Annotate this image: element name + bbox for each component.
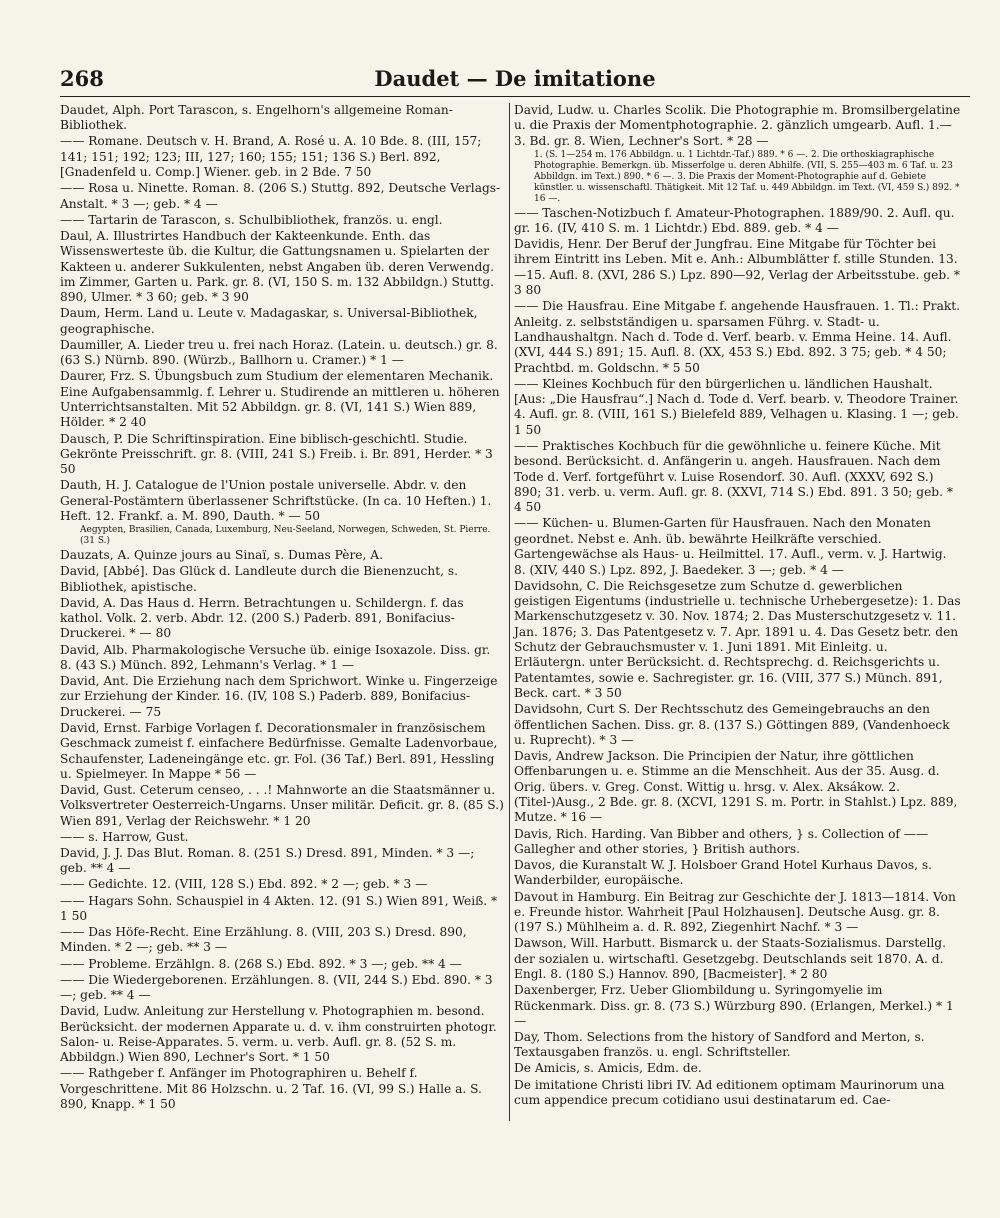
- entry: —— Küchen- u. Blumen-Garten für Hausfrauen. Nach den Monaten geordnet. Nebst e. Anh. üb. bewährte Heilkräfte verschied. Gartengewächse als Haus- u. Heilmittel. 17. Aufl., verm. v. J. Hartwig. 8. (XIV, 440 S.) Lpz. 892, J. Baedeker. 3 —; geb. * 4 —: [514, 516, 947, 577]
- entry: David, J. J. Das Blut. Roman. 8. (251 S.) Dresd. 891, Minden. * 3 —; geb. ** 4 —: [60, 845, 475, 876]
- entry: De imitatione Christi libri IV. Ad editionem optimam Maurinorum una cum appendice precum cotidiano usui destinatarum ed. Cae-: [514, 1077, 945, 1107]
- entry: —— Gedichte. 12. (VIII, 128 S.) Ebd. 892. * 2 —; geb. * 3 —: [60, 877, 428, 892]
- page-number: 268: [60, 66, 104, 91]
- entry: —— Kleines Kochbuch für den bürgerlichen u. ländlichen Haushalt. [Aus: „Die Hausfrau“.] Nach d. Tode d. Verf. bearb. v. Theodore Trainer. 4. Aufl. gr. 8. (VIII, 161 S.) Bielefeld 889, Velhagen u. Klasing. 1 —; geb. 1 50: [514, 376, 959, 437]
- entry: David, Ludw. u. Charles Scolik. Die Photographie m. Bromsilbergelatine u. die Praxis der Momentphotographie. 2. gänzlich umgearb. Aufl. 1.—3. Bd. gr. 8. Wien, Lechner's Sort. * 28 —: [514, 103, 961, 148]
- entry: David, Ludw. Anleitung zur Herstellung v. Photographien m. besond. Berücksicht. der modernen Apparate u. d. v. ihm construirten photogr. Salon- u. Reise-Apparates. 5. verm. u. verb. Aufl. gr. 8. (52 S. m. Abbildgn.) Wien 890, Lechner's Sort. * 1 50: [60, 1004, 497, 1065]
- entry: —— Hagars Sohn. Schauspiel in 4 Akten. 12. (91 S.) Wien 891, Weiß. * 1 50: [60, 893, 498, 923]
- column-divider: [509, 103, 510, 1121]
- entry: Dauzats, A. Quinze jours au Sinaï, s. Dumas Père, A.: [60, 548, 383, 563]
- left-column: [60, 103, 504, 1113]
- entry: Davout in Hamburg. Ein Beitrag zur Geschichte der J. 1813—1814. Von e. Freunde histor. Wahrheit [Paul Holzhausen]. Deutsche Ausg. gr. 8. (197 S.) Mühlheim a. d. R. 892, Ziegenhirt Nachf. * 3 —: [514, 889, 956, 935]
- entry-note: Aegypten, Brasilien, Canada, Luxemburg, Neu-Seeland, Norwegen, Schweden, St. Pierre. (31 S.): [80, 525, 491, 547]
- entry: Dawson, Will. Harbutt. Bismarck u. der Staats-Sozialismus. Darstellg. der sozialen u. wirtschaftl. Gesetzgebg. Deutschlands seit 1870. A. d. Engl. 8. (180 S.) Hannov. 890, [Bacmeister]. * 2 80: [514, 936, 946, 982]
- entry: —— Romane. Deutsch v. H. Brand, A. Rosé u. A. 10 Bde. 8. (III, 157; 141; 151; 192; 123; III, 127; 160; 155; 151; 136 S.) Berl. 892, [Gnadenfeld u. Comp.] Wiener. geb. in 2 Bde. 7 50: [60, 134, 482, 180]
- entry: Davidsohn, Curt S. Der Rechtsschutz des Gemeingebrauchs an den öffentlichen Sachen. Diss. gr. 8. (137 S.) Göttingen 889, (Vandenhoeck u. Ruprecht). * 3 —: [514, 702, 950, 747]
- entry: —— Die Hausfrau. Eine Mitgabe f. angehende Hausfrauen. 1. Tl.: Prakt. Anleitg. z. selbstständigen u. sparsamen Führg. v. Stadt- u. Landhaushaltgn. Nach d. Tode d. Verf. bearb. v. Emma Heine. 14. Aufl. (XVI, 444 S.) 891; 15. Aufl. 8. (XX, 453 S.) Ebd. 892. 3 75; geb. * 4 50; Prachtbd. m. Goldschn. * 5 50: [514, 299, 961, 375]
- entry: —— Rathgeber f. Anfänger im Photographiren u. Behelf f. Vorgeschrittene. Mit 86 Holzschn. u. 2 Taf. 16. (VI, 99 S.) Halle a. S. 890, Knapp. * 1 50: [60, 1066, 482, 1112]
- page-title: Daudet — De imitatione: [374, 66, 656, 91]
- entry-note: 1. (S. 1—254 m. 176 Abbildgn. u. 1 Lichtdr.-Taf.) 889. * 6 —. 2. Die orthoskiagraphische Photographie. Bemerkgn. üb. Misserfolge u. deren Abhilfe. (VII, S. 255—403 m. 6 Taf. u. 23 Abbildgn. im Text.) 890. * 6 —. 3. Die Praxis der Moment-Photographie auf d. Gebiete künstler. u. wissenschaftl. Thätigkeit. Mit 12 Taf. u. 449 Abbildgn. im Text. (VI, 459 S.) 892. * 16 —.: [534, 149, 960, 204]
- entry: —— s. Harrow, Gust.: [60, 829, 189, 844]
- entry: —— Das Höfe-Recht. Eine Erzählung. 8. (VIII, 203 S.) Dresd. 890, Minden. * 2 —; geb. ** 3 —: [60, 925, 467, 955]
- entry: —— Probleme. Erzählgn. 8. (268 S.) Ebd. 892. * 3 —; geb. ** 4 —: [60, 956, 462, 971]
- entry: De Amicis, s. Amicis, Edm. de.: [514, 1061, 702, 1076]
- entry: David, Ant. Die Erziehung nach dem Sprichwort. Winke u. Fingerzeige zur Erziehung der Kinder. 16. (IV, 108 S.) Paderb. 889, Bonifacius-Druckerei. — 75: [60, 673, 498, 719]
- entry: Daumiller, A. Lieder treu u. frei nach Horaz. (Latein. u. deutsch.) gr. 8. (63 S.) Nürnb. 890. (Würzb., Ballhorn u. Cramer.) * 1 —: [60, 337, 498, 368]
- entry: Dauth, H. J. Catalogue de l'Union postale universelle. Abdr. v. den General-Postämtern überlassener Schriftstücke. (In ca. 10 Heften.) 1. Heft. 12. Frankf. a. M. 890, Dauth. * — 50: [60, 478, 492, 524]
- entry: —— Die Wiedergeborenen. Erzählungen. 8. (VII, 244 S.) Ebd. 890. * 3 —; geb. ** 4 —: [60, 972, 493, 1003]
- entry: Davidis, Henr. Der Beruf der Jungfrau. Eine Mitgabe für Töchter bei ihrem Eintritt ins Leben. Mit e. Anh.: Albumblätter f. stille Stunden. 13.—15. Aufl. 8. (XVI, 286 S.) Lpz. 890—92, Verlag der Arbeitsstube. geb. * 3 80: [514, 237, 960, 298]
- entry: Daudet, Alph. Port Tarascon, s. Engelhorn's allgemeine Roman-Bibliothek.: [60, 103, 453, 133]
- entry: Davis, Rich. Harding. Van Bibber and others, } s. Collection of —— Gallegher and other stories, } British authors.: [514, 826, 929, 856]
- entry: David, Alb. Pharmakologische Versuche üb. einige Isoxazole. Diss. gr. 8. (43 S.) Münch. 892, Lehmann's Verlag. * 1 —: [60, 642, 491, 672]
- entry: —— Tartarin de Tarascon, s. Schulbibliothek, französ. u. engl.: [60, 212, 443, 227]
- entry: Daum, Herm. Land u. Leute v. Madagaskar, s. Universal-Bibliothek, geographische.: [60, 306, 478, 336]
- entry: Davidsohn, C. Die Reichsgesetze zum Schutze d. gewerblichen geistigen Eigentums (industrielle u. technische Urhebergesetze): 1. Das Markenschutzgesetz v. 30. Nov. 1874; 2. Das Musterschutzgesetz v. 11. Jan. 1876; 3. Das Patentgesetz v. 7. Apr. 1891 u. 4. Das Gesetz betr. den Schutz der Gebrauchsmuster v. 1. Juni 1891. Mit Einleitg. u. Erläutergn. unter Berücksicht. d. Rechtsprechg. d. Reichsgerichts u. Patentamtes, sowie e. Sachregister. gr. 16. (VIII, 377 S.) Münch. 891, Beck. cart. * 3 50: [514, 578, 961, 701]
- entry: David, [Abbé]. Das Glück d. Landleute durch die Bienenzucht, s. Bibliothek, apistische.: [60, 564, 458, 594]
- entry: Dausch, P. Die Schriftinspiration. Eine biblisch-geschichtl. Studie. Gekrönte Preisschrift. gr. 8. (VIII, 241 S.) Freib. i. Br. 891, Herder. * 3 50: [60, 431, 493, 477]
- entry: Daurer, Frz. S. Übungsbuch zum Studium der elementaren Mechanik. Eine Aufgabensammlg. f. Lehrer u. Studirende an mittleren u. höheren Unterrichtsanstalten. Mit 52 Abbildgn. gr. 8. (VI, 141 S.) Wien 889, Hölder. * 2 40: [60, 369, 500, 430]
- entry: Daxenberger, Frz. Ueber Gliombildung u. Syringomyelie im Rückenmark. Diss. gr. 8. (73 S.) Würzburg 890. (Erlangen, Merkel.) * 1 —: [514, 983, 954, 1028]
- entry: —— Taschen-Notizbuch f. Amateur-Photographen. 1889/90. 2. Aufl. qu. gr. 16. (IV, 410 S. m. 1 Lichtdr.) Ebd. 889. geb. * 4 —: [514, 205, 955, 235]
- entry: Davis, Andrew Jackson. Die Principien der Natur, ihre göttlichen Offenbarungen u. e. Stimme an die Menschheit. Aus der 35. Ausg. d. Orig. übers. v. Greg. Const. Wittig u. hrsg. v. Alex. Aksákow. 2. (Titel-)Ausg., 2 Bde. gr. 8. (XCVI, 1291 S. m. Portr. in Stahlst.) Lpz. 889, Mutze. * 16 —: [514, 749, 958, 825]
- entry: David, Ernst. Farbige Vorlagen f. Decorationsmaler in französischem Geschmack zumeist f. einfachere Bedürfnisse. Gemalte Ladenvorbaue, Schaufenster, Ladeneingänge etc. gr. Fol. (36 Taf.) Berl. 891, Hessling u. Spielmeyer. In Mappe * 56 —: [60, 720, 498, 781]
- page-header: [60, 66, 970, 97]
- entry: —— Praktisches Kochbuch für die gewöhnliche u. feinere Küche. Mit besond. Berücksicht. d. Anfängerin u. angeh. Hausfrauen. Nach dem Tode d. Verf. fortgeführt v. Luise Rosendorf. 30. Aufl. (XXXV, 692 S.) 890; 31. verb. u. verm. Aufl. gr. 8. (XXVI, 714 S.) Ebd. 891. 3 50; geb. * 4 50: [514, 438, 953, 515]
- right-column: [514, 103, 962, 1109]
- entry: David, Gust. Ceterum censeo, . . .! Mahnworte an die Staatsmänner u. Volksvertreter Oesterreich-Ungarns. Unser militär. Deficit. gr. 8. (85 S.) Wien 891, Verlag der Reichswehr. * 1 20: [60, 782, 504, 828]
- entry: Davos, die Kuranstalt W. J. Holsboer Grand Hotel Kurhaus Davos, s. Wanderbilder, europäische.: [514, 858, 932, 888]
- entry: Day, Thom. Selections from the history of Sandford and Merton, s. Textausgaben französ. u. engl. Schriftsteller.: [514, 1030, 925, 1060]
- entry: David, A. Das Haus d. Herrn. Betrachtungen u. Schildergn. f. das kathol. Volk. 2. verb. Abdr. 12. (200 S.) Paderb. 891, Bonifacius-Druckerei. * — 80: [60, 595, 464, 641]
- entry: Daul, A. Illustrirtes Handbuch der Kakteenkunde. Enth. das Wissenswerteste üb. die Kultur, die Gattungsnamen u. Spielarten der Kakteen u. anderer Sukkulenten, nebst Angaben üb. deren Verwendg. im Zimmer, Garten u. Park. gr. 8. (VI, 150 S. m. 132 Abbildgn.) Stuttg. 890, Ulmer. * 3 60; geb. * 3 90: [60, 228, 495, 305]
- entry: —— Rosa u. Ninette. Roman. 8. (206 S.) Stuttg. 892, Deutsche Verlags-Anstalt. * 3 —; geb. * 4 —: [60, 181, 501, 211]
